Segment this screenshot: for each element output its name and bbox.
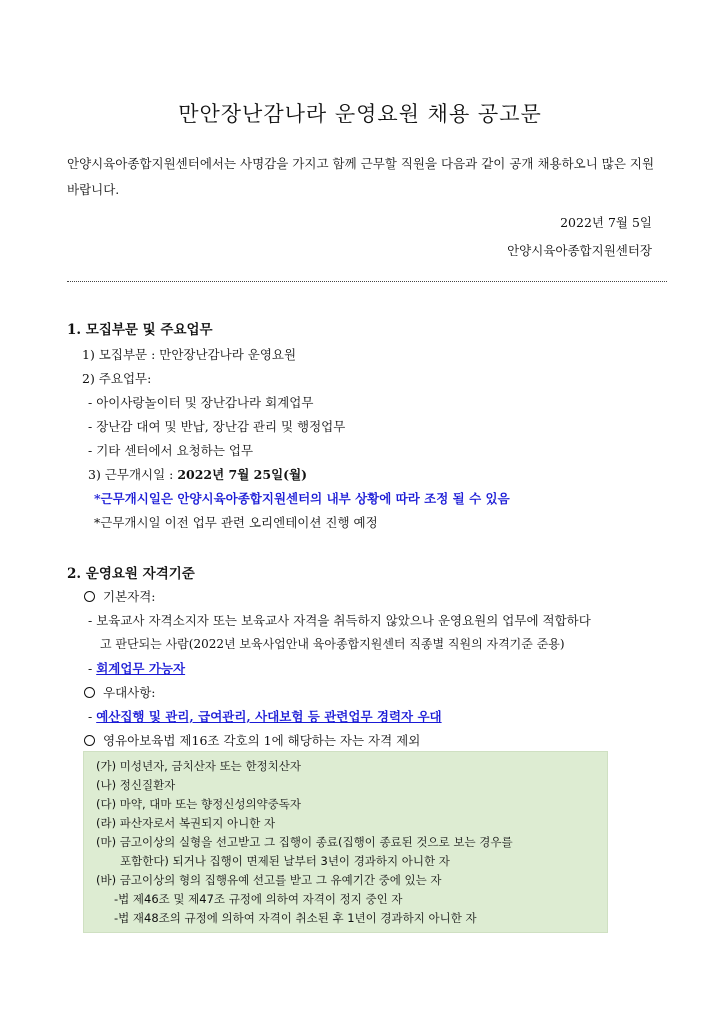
- disqualification-item: (마) 금고이상의 실형을 선고받고 그 집행이 종료(집행이 종료된 것으로 보는 경우를: [96, 835, 513, 849]
- disqualification-subitem: -법 제46조 및 제47조 규정에 의하여 자격이 정지 중인 자: [114, 892, 403, 906]
- exclusion-label: 영유아보육법 제16조 각호의 1에 해당하는 자는 자격 제외: [103, 733, 421, 748]
- dash-prefix: -: [88, 709, 97, 724]
- circle-bullet-icon: [84, 735, 95, 746]
- disqualification-item: (다) 마약, 대마 또는 향정신성의약중독자: [96, 797, 301, 811]
- disqualification-item: (나) 정신질환자: [96, 778, 176, 792]
- exclusion-line: [84, 731, 420, 749]
- start-date-note: *근무개시일은 안양시육아종합지원센터의 내부 상황에 따라 조정 될 수 있음: [94, 491, 510, 506]
- orientation-note: *근무개시일 이전 업무 관련 오리엔테이션 진행 예정: [94, 515, 378, 530]
- disqualification-item: (바) 금고이상의 형의 집행유예 선고를 받고 그 유예기간 중에 있는 자: [96, 873, 442, 887]
- circle-bullet-icon: [84, 687, 95, 698]
- dash-prefix: -: [88, 661, 97, 676]
- section1-heading: 1. 모집부문 및 주요업무: [67, 322, 213, 338]
- basic-qual-item: [88, 659, 185, 677]
- preference-line: [84, 683, 156, 701]
- circle-bullet-icon: [84, 591, 95, 602]
- disqualification-item: (라) 파산자로서 복권되지 아니한 자: [96, 816, 276, 830]
- basic-qual-label: 기본자격:: [103, 589, 156, 604]
- preference-label: 우대사항:: [103, 685, 156, 700]
- disqualification-box: [83, 751, 608, 933]
- disqualification-subitem: -법 재48조의 규정에 의하여 자격이 취소된 후 1년이 경과하지 아니한 자: [114, 911, 477, 925]
- duty-item: - 아이사랑놀이터 및 장난감나라 회계업무: [88, 395, 314, 410]
- duty-item: - 장난감 대여 및 반납, 장난감 관리 및 행정업무: [88, 419, 346, 434]
- disqualification-item: (가) 미성년자, 금치산자 또는 한정치산자: [96, 759, 301, 773]
- start-date-label: 3) 근무개시일 :: [88, 467, 178, 482]
- basic-qual-text-cont: 고 판단되는 사람(2022년 보육사업안내 육아종합지원센터 직종별 직원의 자격기준 준용): [100, 637, 565, 651]
- announcement-date: 2022년 7월 5일: [560, 215, 652, 230]
- intro-paragraph: 안양시육아종합지원센터에서는 사명감을 가지고 함께 근무할 직원을 다음과 같이 공개 채용하오니 많은 지원 바랍니다.: [67, 156, 655, 197]
- preference-item: 예산집행 및 관리, 급여관리, 사대보험 등 관련업무 경력자 우대: [96, 709, 442, 724]
- recruit-dept: 1) 모집부문 : 만안장난감나라 운영요원: [82, 347, 297, 362]
- duties-label: 2) 주요업무:: [82, 371, 152, 386]
- accounting-capable: 회계업무 가능자: [96, 661, 186, 676]
- section2-heading: 2. 운영요원 자격기준: [67, 566, 195, 582]
- page-title: 만안장난감나라 운영요원 채용 공고문: [178, 102, 542, 126]
- start-date-line: [88, 465, 307, 483]
- disqualification-item-cont: 포함한다) 되거나 집행이 면제된 날부터 3년이 경과하지 아니한 자: [120, 854, 450, 868]
- duty-item: - 기타 센터에서 요청하는 업무: [88, 443, 254, 458]
- issuer-name: 안양시육아종합지원센터장: [507, 243, 652, 258]
- basic-qual-line: [84, 587, 156, 605]
- dotted-divider: [67, 281, 667, 282]
- preference-item-line: [88, 707, 442, 725]
- start-date-value: 2022년 7월 25일(월): [177, 467, 308, 482]
- basic-qual-text: - 보육교사 자격소지자 또는 보육교사 자격을 취득하지 않았으나 운영요원의 업무에 적합하다: [88, 613, 591, 628]
